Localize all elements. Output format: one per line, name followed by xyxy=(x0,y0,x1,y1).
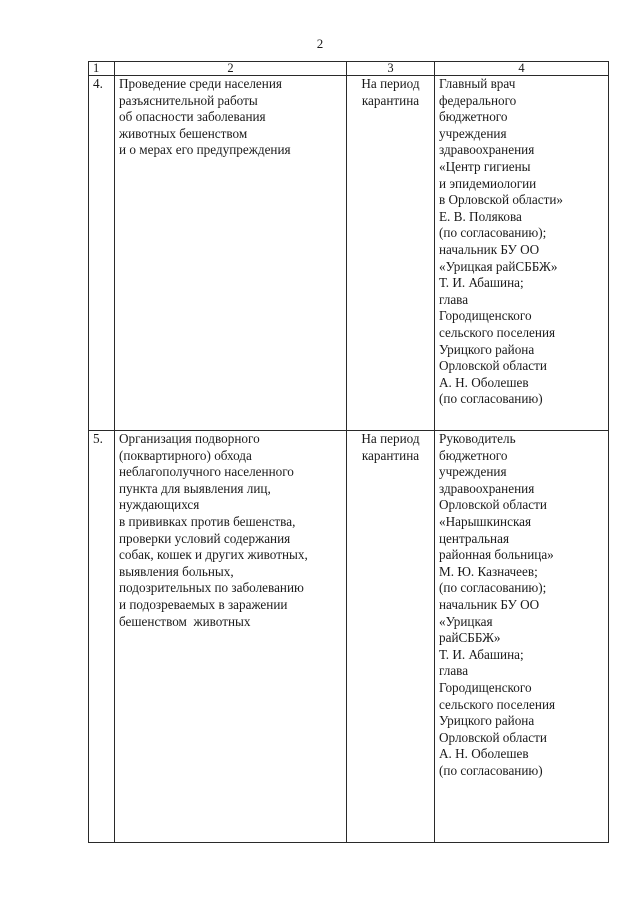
text-line: подозрительных по заболеванию xyxy=(119,580,304,596)
text-line: Т. И. Абашина; xyxy=(439,646,524,662)
text-line: Орловской области xyxy=(439,497,547,513)
text-line: федерального xyxy=(439,92,517,108)
period-cell xyxy=(347,431,435,843)
text-line: животных бешенством xyxy=(119,125,248,141)
text-line: сельского поселения xyxy=(439,324,556,340)
text-line: На период xyxy=(361,431,420,446)
text-line: учреждения xyxy=(439,464,507,480)
text-line: Т. И. Абашина; xyxy=(439,275,524,291)
text-line: учреждения xyxy=(439,125,507,141)
text-line: М. Ю. Казначеев; xyxy=(439,563,538,579)
text-line: карантина xyxy=(361,447,420,463)
text-line: об опасности заболевания xyxy=(119,109,266,125)
text-line: (по согласованию) xyxy=(439,762,543,778)
text-line: (по согласованию); xyxy=(439,225,547,241)
text-line: бешенством животных xyxy=(119,613,251,629)
text-line: бюджетного xyxy=(439,447,508,463)
text-line: Городищенского xyxy=(439,679,532,695)
event-description xyxy=(115,431,347,843)
text-line: «Урицкая xyxy=(439,613,493,629)
text-line: Городищенского xyxy=(439,308,532,324)
column-header-3: 3 xyxy=(347,62,435,76)
text-line: выявления больных, xyxy=(119,563,234,579)
row-number: 4. xyxy=(89,76,115,431)
text-line: Урицкого района xyxy=(439,341,535,357)
text-line: глава xyxy=(439,291,469,307)
text-line: А. Н. Оболешев xyxy=(439,374,529,390)
responsible-cell xyxy=(435,431,609,843)
text-line: нуждающихся xyxy=(119,497,200,513)
text-line: центральная xyxy=(439,530,510,546)
text-line: сельского поселения xyxy=(439,696,556,712)
text-line: и эпидемиологии xyxy=(439,175,537,191)
text-line: Урицкого района xyxy=(439,713,535,729)
text-line: «Урицкая райСББЖ» xyxy=(439,258,558,274)
text-line: и подозреваемых в заражении xyxy=(119,596,288,612)
text-line: Руководитель xyxy=(439,431,516,446)
text-line: (по согласованию); xyxy=(439,580,547,596)
text-line: пункта для выявления лиц, xyxy=(119,480,271,496)
text-line: На период xyxy=(361,76,420,91)
responsible-cell xyxy=(435,76,609,431)
text-line: в Орловской области» xyxy=(439,192,564,208)
text-line: районная больница» xyxy=(439,547,554,563)
text-line: собак, кошек и других животных, xyxy=(119,547,308,563)
column-header-1: 1 xyxy=(89,62,115,76)
text-line: (по согласованию) xyxy=(439,391,543,407)
table-header-row xyxy=(89,62,609,76)
text-line: Орловской области xyxy=(439,358,547,374)
text-line: разъяснительной работы xyxy=(119,92,258,108)
text-line: неблагополучного населенного xyxy=(119,464,294,480)
page-number: 2 xyxy=(316,36,324,51)
text-line: Организация подворного xyxy=(119,431,260,446)
text-line: райСББЖ» xyxy=(439,630,501,646)
text-line: начальник БУ ОО xyxy=(439,596,540,612)
text-line: проверки условий содержания xyxy=(119,530,291,546)
text-line: (поквартирного) обхода xyxy=(119,447,252,463)
table-row xyxy=(89,76,609,431)
text-line: Е. В. Полякова xyxy=(439,208,522,224)
text-line: «Нарышкинская xyxy=(439,513,532,529)
text-line: начальник БУ ОО xyxy=(439,241,540,257)
text-line: «Центр гигиены xyxy=(439,158,531,174)
table-row xyxy=(89,431,609,843)
text-line: здравоохранения xyxy=(439,480,535,496)
text-line: бюджетного xyxy=(439,109,508,125)
text-line: и о мерах его предупреждения xyxy=(119,142,291,158)
column-header-4: 4 xyxy=(435,62,609,76)
text-line: глава xyxy=(439,663,469,679)
text-line: А. Н. Оболешев xyxy=(439,746,529,762)
text-line: Главный врач xyxy=(439,76,516,91)
event-description xyxy=(115,76,347,431)
text-line: Орловской области xyxy=(439,729,547,745)
measures-table xyxy=(88,61,609,843)
text-line: карантина xyxy=(361,92,420,108)
period-cell xyxy=(347,76,435,431)
text-line: Проведение среди населения xyxy=(119,76,282,91)
column-header-2: 2 xyxy=(115,62,347,76)
text-line: здравоохранения xyxy=(439,142,535,158)
text-line: в прививках против бешенства, xyxy=(119,513,296,529)
row-number: 5. xyxy=(89,431,115,843)
